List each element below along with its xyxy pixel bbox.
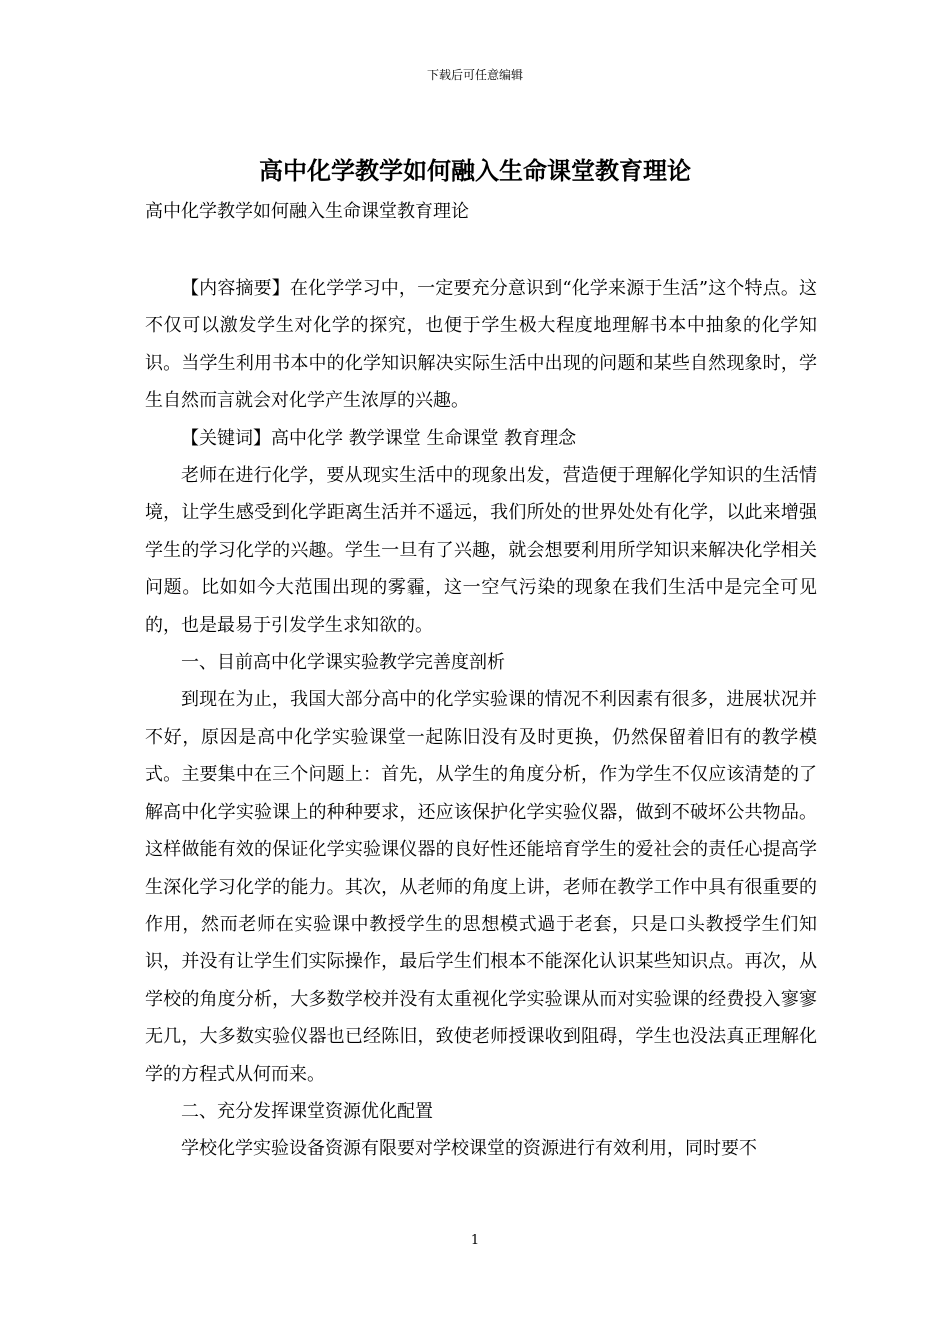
document-body <box>145 270 817 1168</box>
abstract-paragraph: 【内容摘要】在化学学习中，一定要充分意识到“化学来源于生活”这个特点。这不仅可以激发学生对化学的探究，也便于学生极大程度地理解书本中抽象的化学知识。当学生利用书本中的化学知识解决实际生活中出现的问题和某些自然现象时，学生自然而言就会对化学产生浓厚的兴趣。 <box>145 278 817 412</box>
body-paragraph: 老师在进行化学，要从现实生活中的现象出发，营造便于理解化学知识的生活情境，让学生感受到化学距离生活并不遥远，我们所处的世界处处有化学，以此来增强学生的学习化学的兴趣。学生一旦有了兴趣，就会想要利用所学知识来解决化学相关问题。比如如今大范围出现的雾霾，这一空气污染的现象在我们生活中是完全可见的，也是最易于引发学生求知欲的。 <box>145 465 817 636</box>
body-paragraph: 到现在为止，我国大部分高中的化学实验课的情况不利因素有很多，进展状况并不好，原因是高中化学实验课堂一起陈旧没有及时更换，仍然保留着旧有的教学模式。主要集中在三个问题上：首先，从学生的角度分析，作为学生不仅应该清楚的了解高中化学实验课上的种种要求，还应该保护化学实验仪器，做到不破坏公共物品。这样做能有效的保证化学实验课仪器的良好性还能培育学生的爱社会的责任心提高学生深化学习化学的能力。其次，从老师的角度上讲，老师在教学工作中具有很重要的作用，然而老师在实验课中教授学生的思想模式過于老套，只是口头教授学生们知识，并没有让学生们实际操作，最后学生们根本不能深化认识某些知识点。再次，从学校的角度分析，大多数学校并没有太重视化学实验课从而对实验课的经费投入寥寥无几，大多数实验仪器也已经陈旧，致使老师授课收到阻碍，学生也没法真正理解化学的方程式从何而来。 <box>145 689 817 1085</box>
section-heading-2: 二、充分发挥课堂资源优化配置 <box>181 1100 433 1122</box>
section-heading-1: 一、目前高中化学课实验教学完善度剖析 <box>181 652 505 674</box>
document-title: 高中化学教学如何融入生命课堂教育理论 <box>259 156 691 185</box>
document-subtitle: 高中化学教学如何融入生命课堂教育理论 <box>145 201 469 222</box>
page-number: 1 <box>470 1233 480 1248</box>
keywords-paragraph: 【关键词】高中化学 教学课堂 生命课堂 教育理念 <box>181 427 577 449</box>
body-paragraph: 学校化学实验设备资源有限要对学校课堂的资源进行有效利用，同时要不 <box>181 1138 757 1160</box>
page-header-note: 下载后可任意编辑 <box>426 68 523 82</box>
